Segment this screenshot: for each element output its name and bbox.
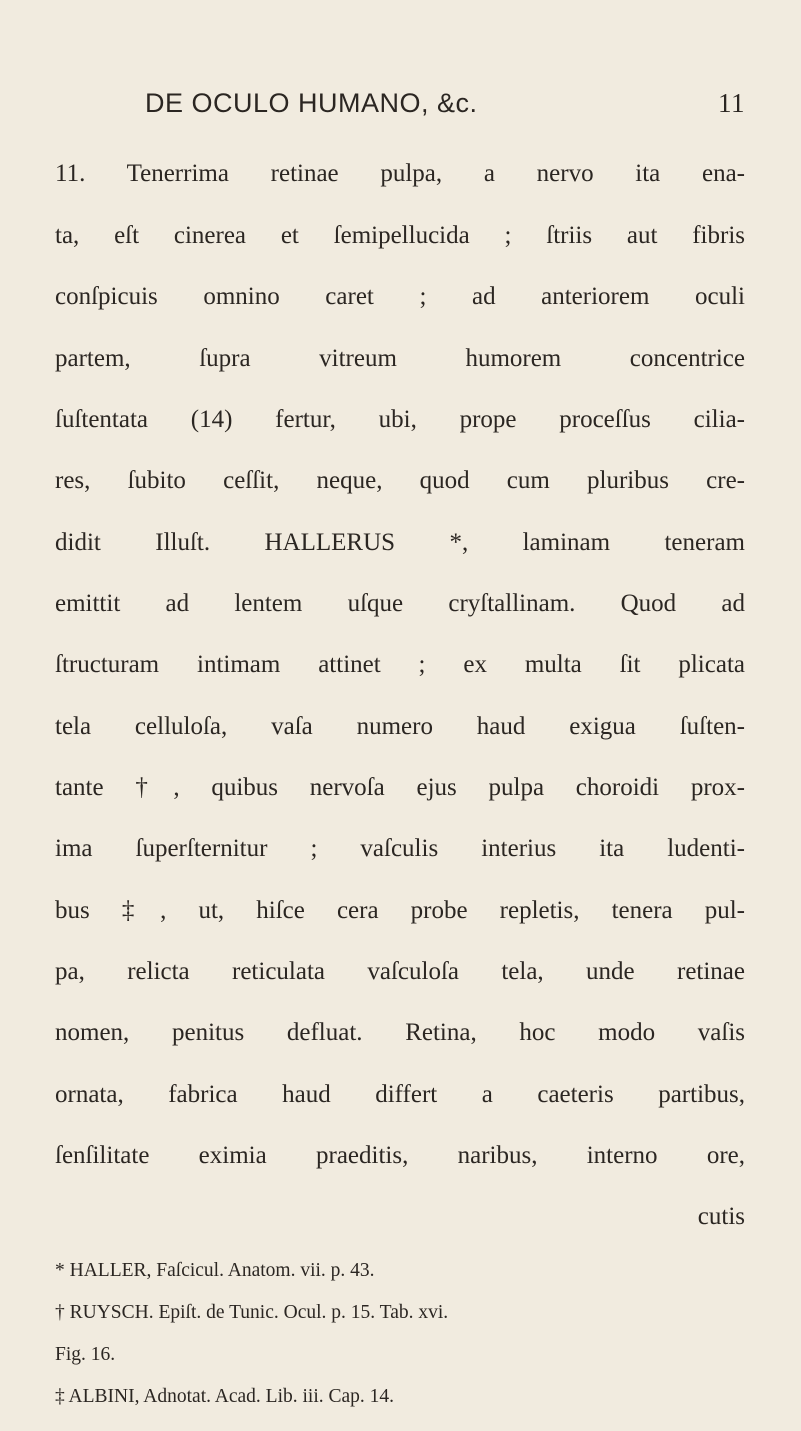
body-line: 11. Tenerrima retinae pulpa, a nervo ita ena- — [55, 160, 745, 187]
page-number: 11 — [718, 88, 745, 118]
body-line: pa, relicta reticulata vaſculoſa tela, unde retinae — [55, 958, 745, 985]
body-line: conſpicuis omnino caret ; ad anteriorem oculi — [55, 283, 745, 310]
footnote: Fig. 16. — [55, 1344, 116, 1365]
footnote: ‡ ALBINI, Adnotat. Acad. Lib. iii. Cap. 14. — [55, 1386, 395, 1407]
body-line: ſuſtentata (14) fertur, ubi, prope proceſſus cilia- — [55, 406, 745, 433]
body-line: partem, ſupra vitreum humorem concentrice — [55, 345, 745, 372]
running-title: DE OCULO HUMANO, &c. — [145, 88, 478, 118]
body-line: emittit ad lentem uſque cryſtallinam. Quod ad — [55, 590, 745, 617]
catchword: cutis — [697, 1203, 745, 1230]
footnote: † RUYSCH. Epiſt. de Tunic. Ocul. p. 15. Tab. xvi. — [55, 1302, 449, 1323]
body-line: ima ſuperſternitur ; vaſculis interius ita ludenti- — [55, 835, 745, 862]
body-line: ta, eſt cinerea et ſemipellucida ; ſtriis aut fibris — [55, 222, 745, 249]
body-line: nomen, penitus defluat. Retina, hoc modo vaſis — [55, 1019, 745, 1046]
body-line: bus ‡, ut, hiſce cera probe repletis, tenera pul- — [55, 897, 745, 924]
footnote: * HALLER, Faſcicul. Anatom. vii. p. 43. — [55, 1260, 375, 1281]
running-header — [145, 88, 745, 128]
body-line: tela celluloſa, vaſa numero haud exigua ſuſten- — [55, 713, 745, 740]
body-line: ſtructuram intimam attinet ; ex multa ſit plicata — [55, 651, 745, 678]
body-line: ornata, fabrica haud differt a caeteris partibus, — [55, 1081, 745, 1108]
body-line: res, ſubito ceſſit, neque, quod cum pluribus cre- — [55, 467, 745, 494]
body-line: ſenſilitate eximia praeditis, naribus, interno ore, — [55, 1142, 745, 1169]
body-line: didit Illuſt. HALLERUS *, laminam teneram — [55, 529, 745, 556]
body-line: tante †, quibus nervoſa ejus pulpa choroidi prox- — [55, 774, 745, 801]
